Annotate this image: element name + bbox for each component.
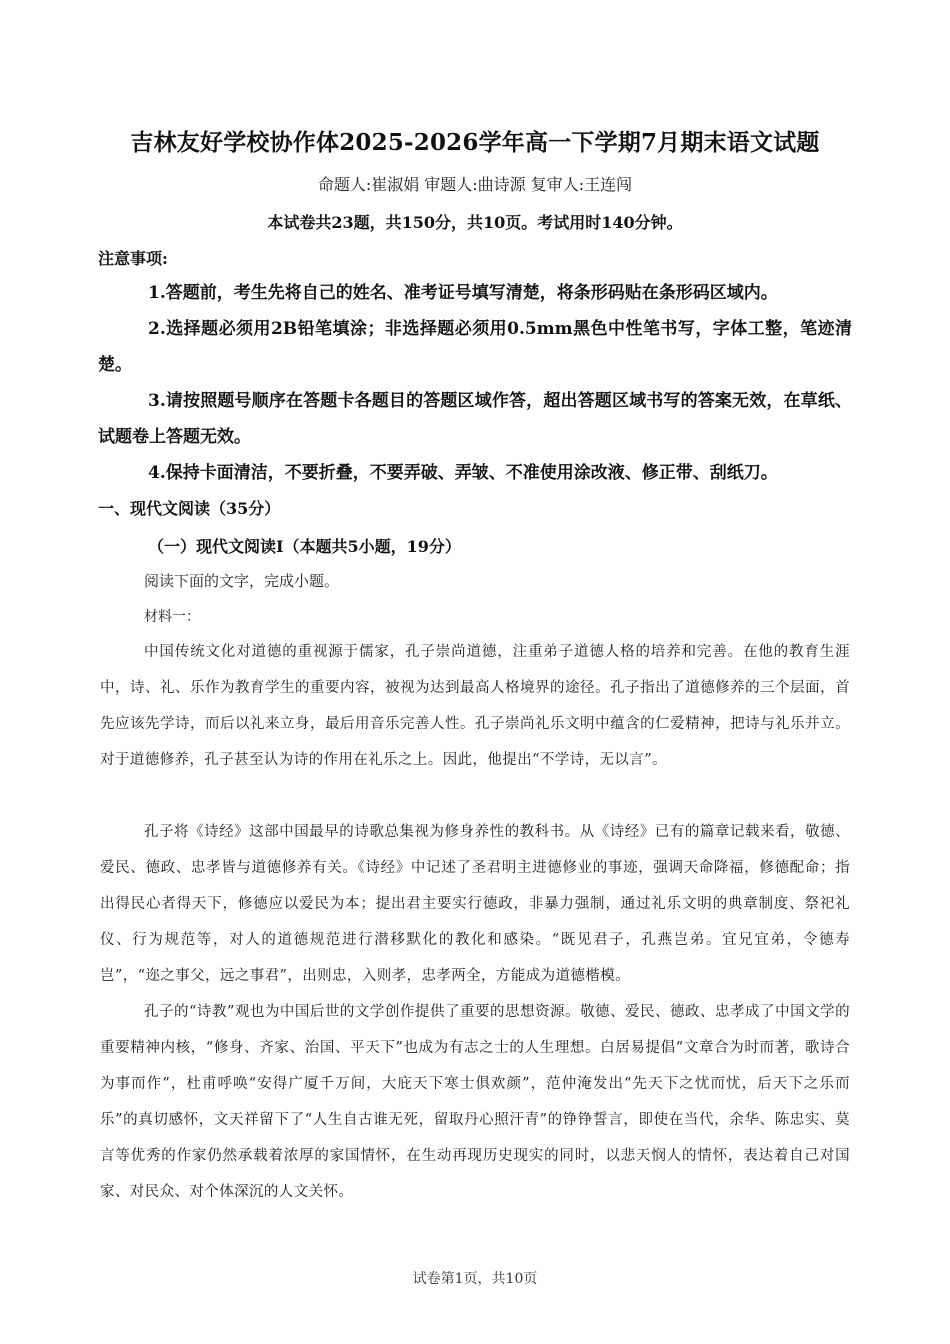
material-paragraph-1: 中国传统文化对道德的重视源于儒家，孔子崇尚道德，注重弟子道德人格的培养和完善。在他的教育生涯中，诗、礼、乐作为教育学生的重要内容，被视为达到最高人格境界的途径。孔子指出了道德修养的三个层面，首先应该先学诗，而后以礼来立身，最后用音乐完善人性。孔子崇尚礼乐文明中蕴含的仁爱精神，把诗与礼乐并立。对于道德修养，孔子甚至认为诗的作用在礼乐之上。因此，他提出“不学诗，无以言”。 xyxy=(100,644,850,768)
notice-heading: 注意事项: xyxy=(98,249,168,268)
notice-item-3: 3.请按照题号顺序在答题卡各题目的答题区域作答，超出答题区域书写的答案无效，在草纸、试题卷上答题无效。 xyxy=(98,391,852,447)
notice-item-2: 2.选择题必须用2B铅笔填涂；非选择题必须用0.5mm黑色中性笔书写，字体工整，笔迹清楚。 xyxy=(98,319,852,375)
material-paragraph-3: 孔子的“诗教”观也为中国后世的文学创作提供了重要的思想资源。敬德、爱民、德政、忠孝成了中国文学的重要精神内核，“修身、齐家、治国、平天下”也成为有志之士的人生理想。白居易提倡“文章合为时而著，歌诗合为事而作”，杜甫呼唤“安得广厦千万间，大庇天下寒士俱欢颜”，范仲淹发出“先天下之忧而忧，后天下之乐而乐”的真切感怀，文天祥留下了“人生自古谁无死，留取丹心照汗青”的铮铮誓言，即使在当代，余华、陈忠实、莫言等优秀的作家仍然承载着浓厚的家国情怀，在生动再现历史现实的同时，以悲天悯人的情怀，表达着自己对国家、对民众、对个体深沉的人文关怀。 xyxy=(100,1004,850,1200)
section-subheading: （一）现代文阅读Ⅰ（本题共5小题，19分） xyxy=(148,537,461,556)
notice-item-4: 4.保持卡面清洁，不要折叠，不要弄破、弄皱、不准使用涂改液、修正带、刮纸刀。 xyxy=(148,463,778,483)
notice-item-1: 1.答题前，考生先将自己的姓名、准考证号填写清楚，将条形码贴在条形码区域内。 xyxy=(148,283,778,303)
material-paragraph-2: 孔子将《诗经》这部中国最早的诗歌总集视为修身养性的教科书。从《诗经》已有的篇章记载来看，敬德、爱民、德政、忠孝皆与道德修养有关。《诗经》中记述了圣君明主进德修业的事迹，强调天命降福，修德配命；指出得民心者得天下，修德应以爱民为本；提出君主要实行德政，非暴力强制，通过礼乐文明的典章制度、祭祀礼仪、行为规范等，对人的道德规范进行潜移默化的教化和感染。“既见君子，孔燕岂弟。宜兄宜弟，令德寿岂”，“迩之事父，远之事君”，出则忠，入则孝，忠孝两全，方能成为道德楷模。 xyxy=(100,824,850,984)
exam-title: 吉林友好学校协作体2025-2026学年高一下学期7月期末语文试题 xyxy=(130,129,820,156)
exam-authors: 命题人:崔淑娟 审题人:曲诗源 复审人:王连闯 xyxy=(317,175,633,194)
reading-instruction: 阅读下面的文字，完成小题。 xyxy=(144,572,340,590)
section-heading: 一、现代文阅读（35分） xyxy=(98,499,281,518)
material-label: 材料一： xyxy=(144,609,200,625)
exam-summary: 本试卷共23题，共150分，共10页。考试用时140分钟。 xyxy=(267,213,683,232)
page-footer: 试卷第1页，共10页 xyxy=(412,1271,538,1287)
